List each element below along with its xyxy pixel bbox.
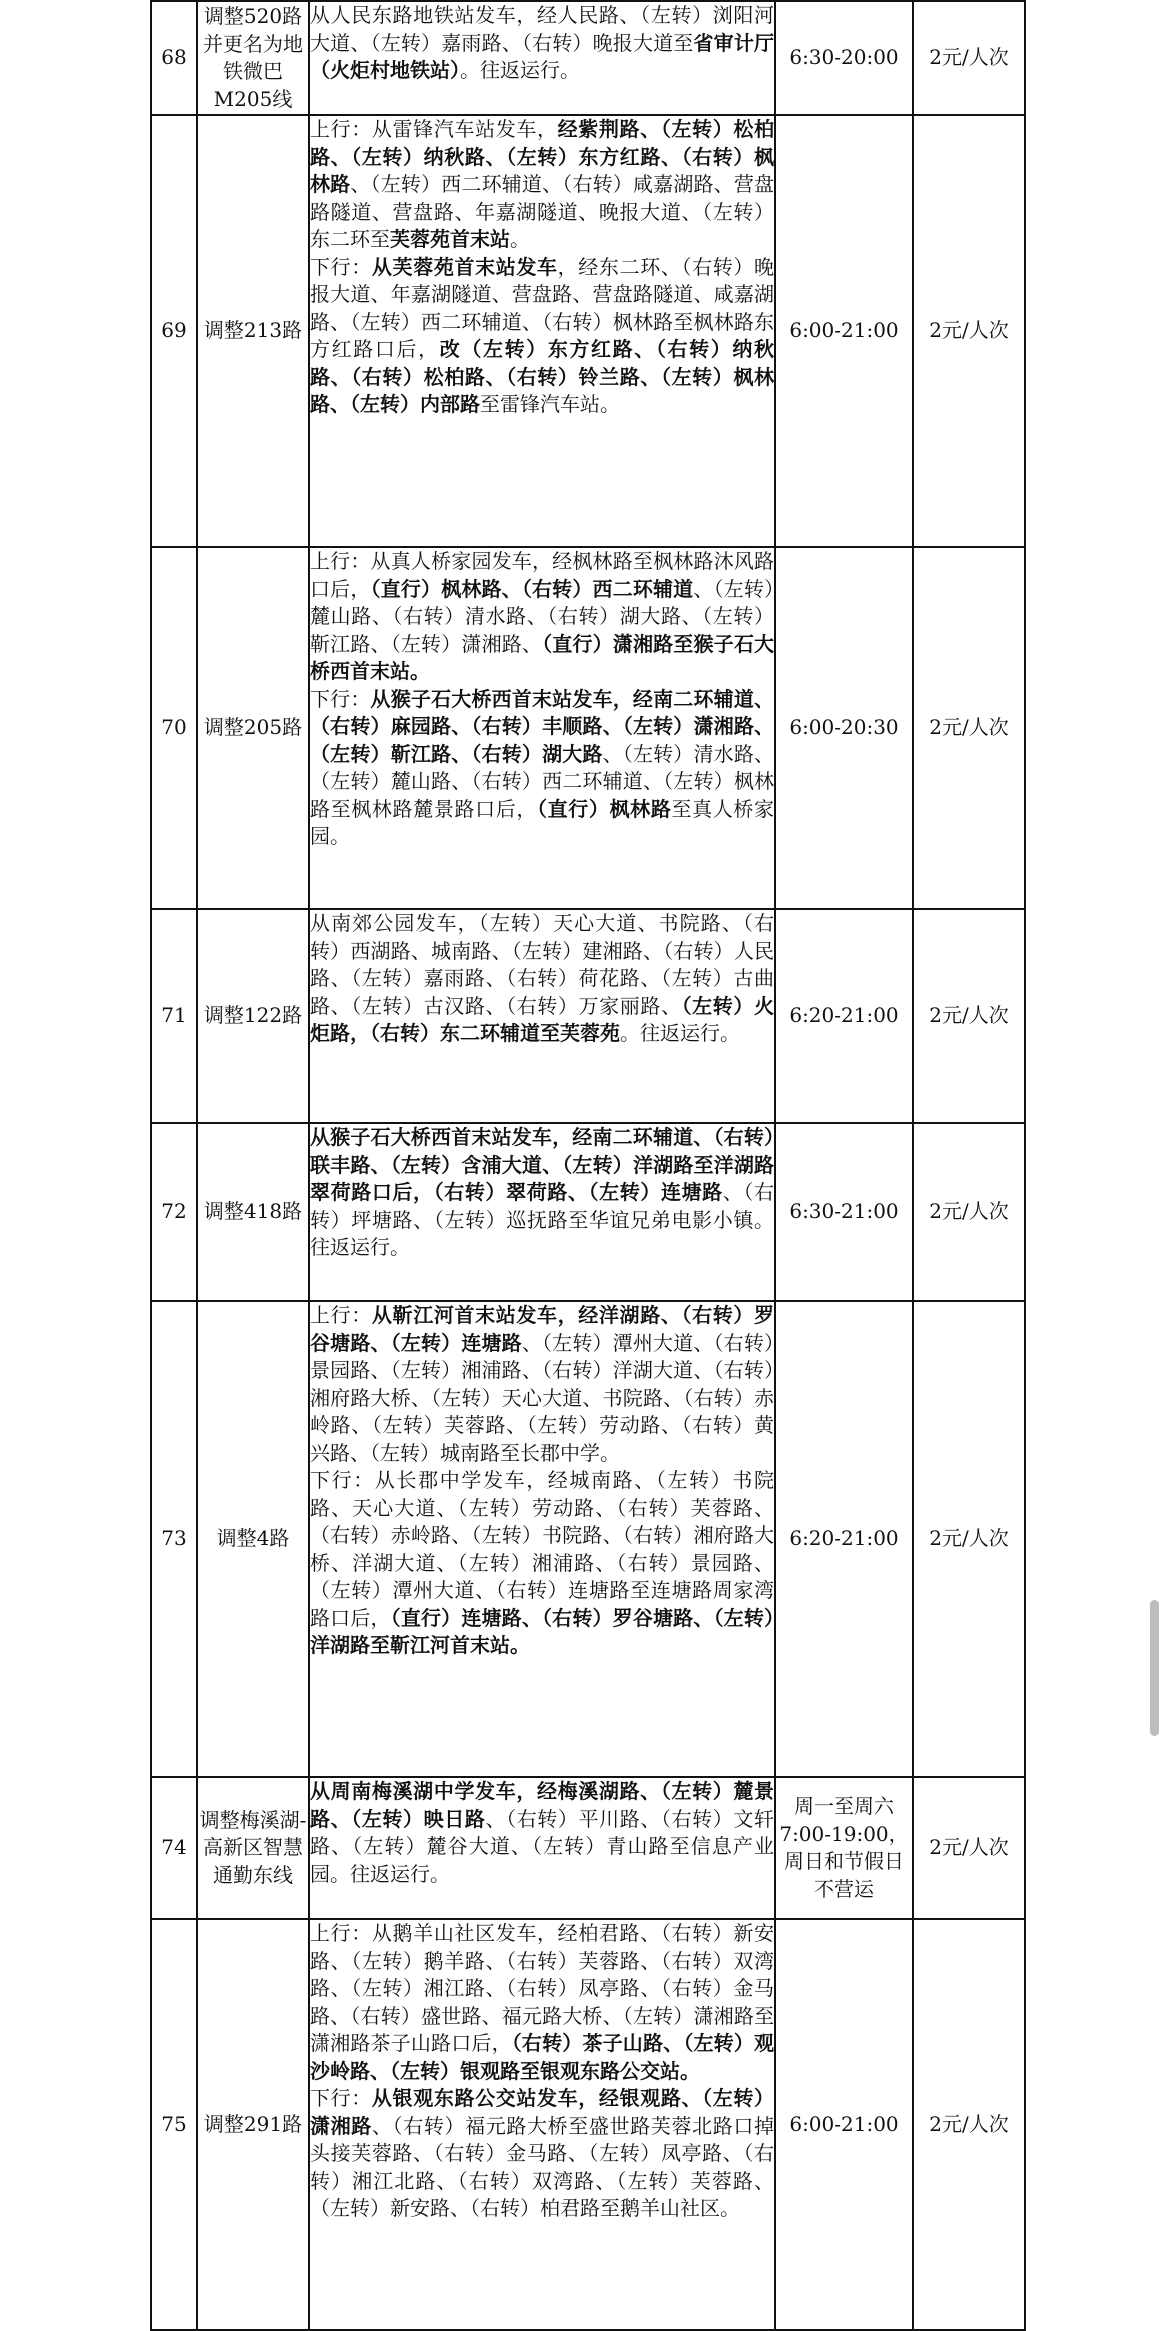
description-paragraph — [310, 686, 774, 851]
row-number: 74 — [151, 1777, 197, 1919]
table-row — [151, 115, 1025, 547]
description-paragraph — [310, 910, 774, 1048]
row-number: 71 — [151, 909, 197, 1123]
description-text-bold: 芙蓉苑首末站 — [390, 227, 510, 251]
route-name: 调整418路 — [197, 1123, 309, 1301]
description-paragraph — [310, 548, 774, 686]
description-paragraph — [310, 2, 774, 85]
operating-hours: 周一至周六7:00-19:00，周日和节假日不营运 — [775, 1777, 913, 1919]
description-paragraph — [310, 1302, 774, 1467]
operating-hours: 6:30-20:00 — [775, 1, 913, 115]
description-text-bold: （直行）连塘路、（右转）罗谷塘路、（左转）洋湖路至靳江河首末站。 — [310, 1605, 775, 1657]
route-description — [309, 115, 775, 547]
row-number: 68 — [151, 1, 197, 115]
table-row — [151, 1919, 1025, 2330]
table-row — [151, 547, 1025, 909]
description-text: 至雷锋汽车站。 — [480, 392, 620, 416]
description-text: 、（左转）麓山路、（右转）清水路、（右转）湖大路、（左转）靳江路、（左转）潇湘路、 — [310, 576, 775, 656]
description-paragraph — [310, 116, 774, 254]
table-row — [151, 909, 1025, 1123]
description-text-bold: （直行）枫林路 — [537, 796, 672, 821]
description-text: 从人民东路地铁站发车，经人民路、（左转）浏阳河大道、（左转）嘉雨路、（右转）晚报大道至 — [310, 3, 774, 55]
operating-hours: 6:00-20:30 — [775, 547, 913, 909]
description-text-bold: 经紫荆路、（左转）松柏路、（左转）纳秋路、（左转）东方红路、（右转）枫林路 — [310, 117, 775, 196]
fare: 2元/人次 — [913, 1919, 1025, 2330]
operating-hours: 6:20-21:00 — [775, 909, 913, 1123]
scrollbar-thumb[interactable] — [1150, 1600, 1159, 1736]
description-text-bold: 从芙蓉苑首末站发车 — [371, 254, 558, 279]
description-text: 下行： — [310, 686, 371, 711]
operating-hours: 6:20-21:00 — [775, 1301, 913, 1777]
description-text-bold: 省审计厅（火炬村地铁站） — [310, 30, 775, 82]
route-description — [309, 1, 775, 115]
operating-hours: 6:00-21:00 — [775, 115, 913, 547]
operating-hours: 6:30-21:00 — [775, 1123, 913, 1301]
description-text-bold: （直行）枫林路、（右转）西二环辅道 — [370, 576, 694, 601]
table-row — [151, 1, 1025, 115]
description-text-bold: （直行）潇湘路至猴子石大桥西首末站。 — [310, 631, 775, 683]
description-text: 、（右转）平川路、（右转）文轩路、（左转）麓谷大道、（左转）青山路至信息产业园。往返运行。 — [310, 1806, 775, 1886]
row-number: 69 — [151, 115, 197, 547]
description-text-bold: 从猴子石大桥西首末站发车，经南二环辅道、（右转）麻园路、（右转）丰顺路、（左转）潇湘路、（左转）靳江路、（右转）湖大路 — [310, 686, 775, 766]
description-text-bold: 从猴子石大桥西首末站发车，经南二环辅道、（右转）联丰路、（左转）含浦大道、（左转）洋湖路至洋湖路翠荷路口后，（右转）翠荷路、（左转）连塘路 — [310, 1125, 774, 1204]
row-number: 73 — [151, 1301, 197, 1777]
description-text-bold: 从银观东路公交站发车，经银观路、（左转）潇湘路 — [310, 2086, 775, 2138]
description-text: 至真人桥家园。 — [310, 796, 775, 848]
route-description — [309, 1777, 775, 1919]
row-number: 75 — [151, 1919, 197, 2330]
fare: 2元/人次 — [913, 547, 1025, 909]
description-text: 、（左转）潭州大道、（右转）景园路、（左转）湘浦路、（右转）洋湖大道、（右转）湘府路大桥、（左转）天心大道、书院路、（右转）赤岭路、（左转）芙蓉路、（左转）劳动路、（右转）黄兴路、（左转）城南路至长郡中学。 — [310, 1330, 775, 1465]
description-text: 、（左转）清水路、（左转）麓山路、（右转）西二环辅道、（左转）枫林路至枫林路麓景路口后， — [310, 741, 775, 821]
description-text: 。往返运行。 — [620, 1021, 740, 1045]
route-name: 调整梅溪湖-高新区智慧通勤东线 — [197, 1777, 309, 1919]
table-row — [151, 1123, 1025, 1301]
description-text: 下行： — [310, 254, 372, 279]
description-text: 、（右转）坪塘路、（左转）巡抚路至华谊兄弟电影小镇。往返运行。 — [310, 1180, 775, 1259]
row-number: 72 — [151, 1123, 197, 1301]
description-text-bold: （右转）茶子山路、（左转）观沙岭路、（左转）银观路至银观东路公交站。 — [310, 2031, 775, 2083]
route-name: 调整122路 — [197, 909, 309, 1123]
fare: 2元/人次 — [913, 1, 1025, 115]
description-text: ，经东二环、（右转）晚报大道、年嘉湖隧道、营盘路、营盘路隧道、咸嘉湖路、（左转）西二环辅道、（右转）枫林路至枫林路东方红路口后， — [310, 254, 775, 361]
description-text: 。 — [510, 227, 530, 251]
route-description — [309, 1301, 775, 1777]
description-paragraph — [310, 1467, 774, 1660]
fare: 2元/人次 — [913, 1301, 1025, 1777]
fare: 2元/人次 — [913, 909, 1025, 1123]
route-name: 调整520路并更名为地铁微巴M205线 — [197, 1, 309, 115]
description-text: 从南郊公园发车，（左转）天心大道、书院路、（右转）西湖路、城南路、（左转）建湘路、（右转）人民路、（左转）嘉雨路、（右转）荷花路、（左转）古曲路、（左转）古汉路、（右转）万家丽路、 — [310, 911, 774, 1018]
route-name: 调整4路 — [197, 1301, 309, 1777]
route-description — [309, 1123, 775, 1301]
route-name: 调整205路 — [197, 547, 309, 909]
table-body — [151, 1, 1025, 2330]
row-number: 70 — [151, 547, 197, 909]
description-text-bold: 从靳江河首末站发车，经洋湖路、（右转）罗谷塘路、（左转）连塘路 — [310, 1303, 775, 1355]
route-description — [309, 547, 775, 909]
description-text: 。往返运行。 — [460, 58, 580, 82]
description-text: 下行： — [310, 2086, 372, 2110]
description-text: 下行：从长郡中学发车，经城南路、（左转）书院路、天心大道、（左转）劳动路、（右转）芙蓉路、（右转）赤岭路、（左转）书院路、（右转）湘府路大桥、洋湖大道、（左转）湘浦路、（右转）景园路、（左转）潭州大道、（右转）连塘路至连塘路周家湾路口后， — [310, 1468, 774, 1630]
route-description — [309, 909, 775, 1123]
operating-hours: 6:00-21:00 — [775, 1919, 913, 2330]
route-description — [309, 1919, 775, 2330]
fare: 2元/人次 — [913, 1777, 1025, 1919]
description-text-bold: 从周南梅溪湖中学发车，经梅溪湖路、（左转）麓景路、（左转）映日路 — [310, 1779, 774, 1831]
description-text: 、（右转）福元路大桥至盛世路芙蓉北路口掉头接芙蓉路、（右转）金马路、（左转）凤亭路、（右转）湘江北路、（右转）双湾路、（左转）芙蓉路、（左转）新安路、（右转）柏君路至鹅羊山社区。 — [310, 2113, 775, 2220]
description-paragraph — [310, 2085, 774, 2223]
table-row — [151, 1301, 1025, 1777]
route-name: 调整213路 — [197, 115, 309, 547]
description-text-bold: （左转）火炬路，（右转）东二环辅道至芙蓉苑 — [310, 993, 775, 1045]
table-row — [151, 1777, 1025, 1919]
description-text-bold: 改（左转）东方红路、（右转）纳秋路、（右转）松柏路、（右转）铃兰路、（左转）枫林路、（左转）内部路 — [310, 337, 775, 416]
description-text: 、（左转）西二环辅道、（右转）咸嘉湖路、营盘路隧道、营盘路、年嘉湖隧道、晚报大道、（左转）东二环至 — [310, 172, 775, 251]
description-text: 上行：从雷锋汽车站发车， — [310, 117, 558, 141]
description-text: 上行：从真人桥家园发车，经枫林路至枫林路沐风路口后， — [310, 549, 774, 601]
description-text: 上行：从鹅羊山社区发车，经柏君路、（右转）新安路、（左转）鹅羊路、（右转）芙蓉路、（右转）双湾路、（左转）湘江路、（右转）凤亭路、（右转）金马路、（右转）盛世路、福元路大桥、（左转）潇湘路至潇湘路茶子山路口后， — [310, 1921, 774, 2055]
description-paragraph — [310, 254, 774, 419]
fare: 2元/人次 — [913, 115, 1025, 547]
description-paragraph — [310, 1778, 774, 1888]
route-name: 调整291路 — [197, 1919, 309, 2330]
description-paragraph — [310, 1124, 774, 1262]
route-adjustment-table — [150, 0, 1026, 2331]
description-text: 上行： — [310, 1303, 372, 1327]
description-paragraph — [310, 1920, 774, 2085]
fare: 2元/人次 — [913, 1123, 1025, 1301]
